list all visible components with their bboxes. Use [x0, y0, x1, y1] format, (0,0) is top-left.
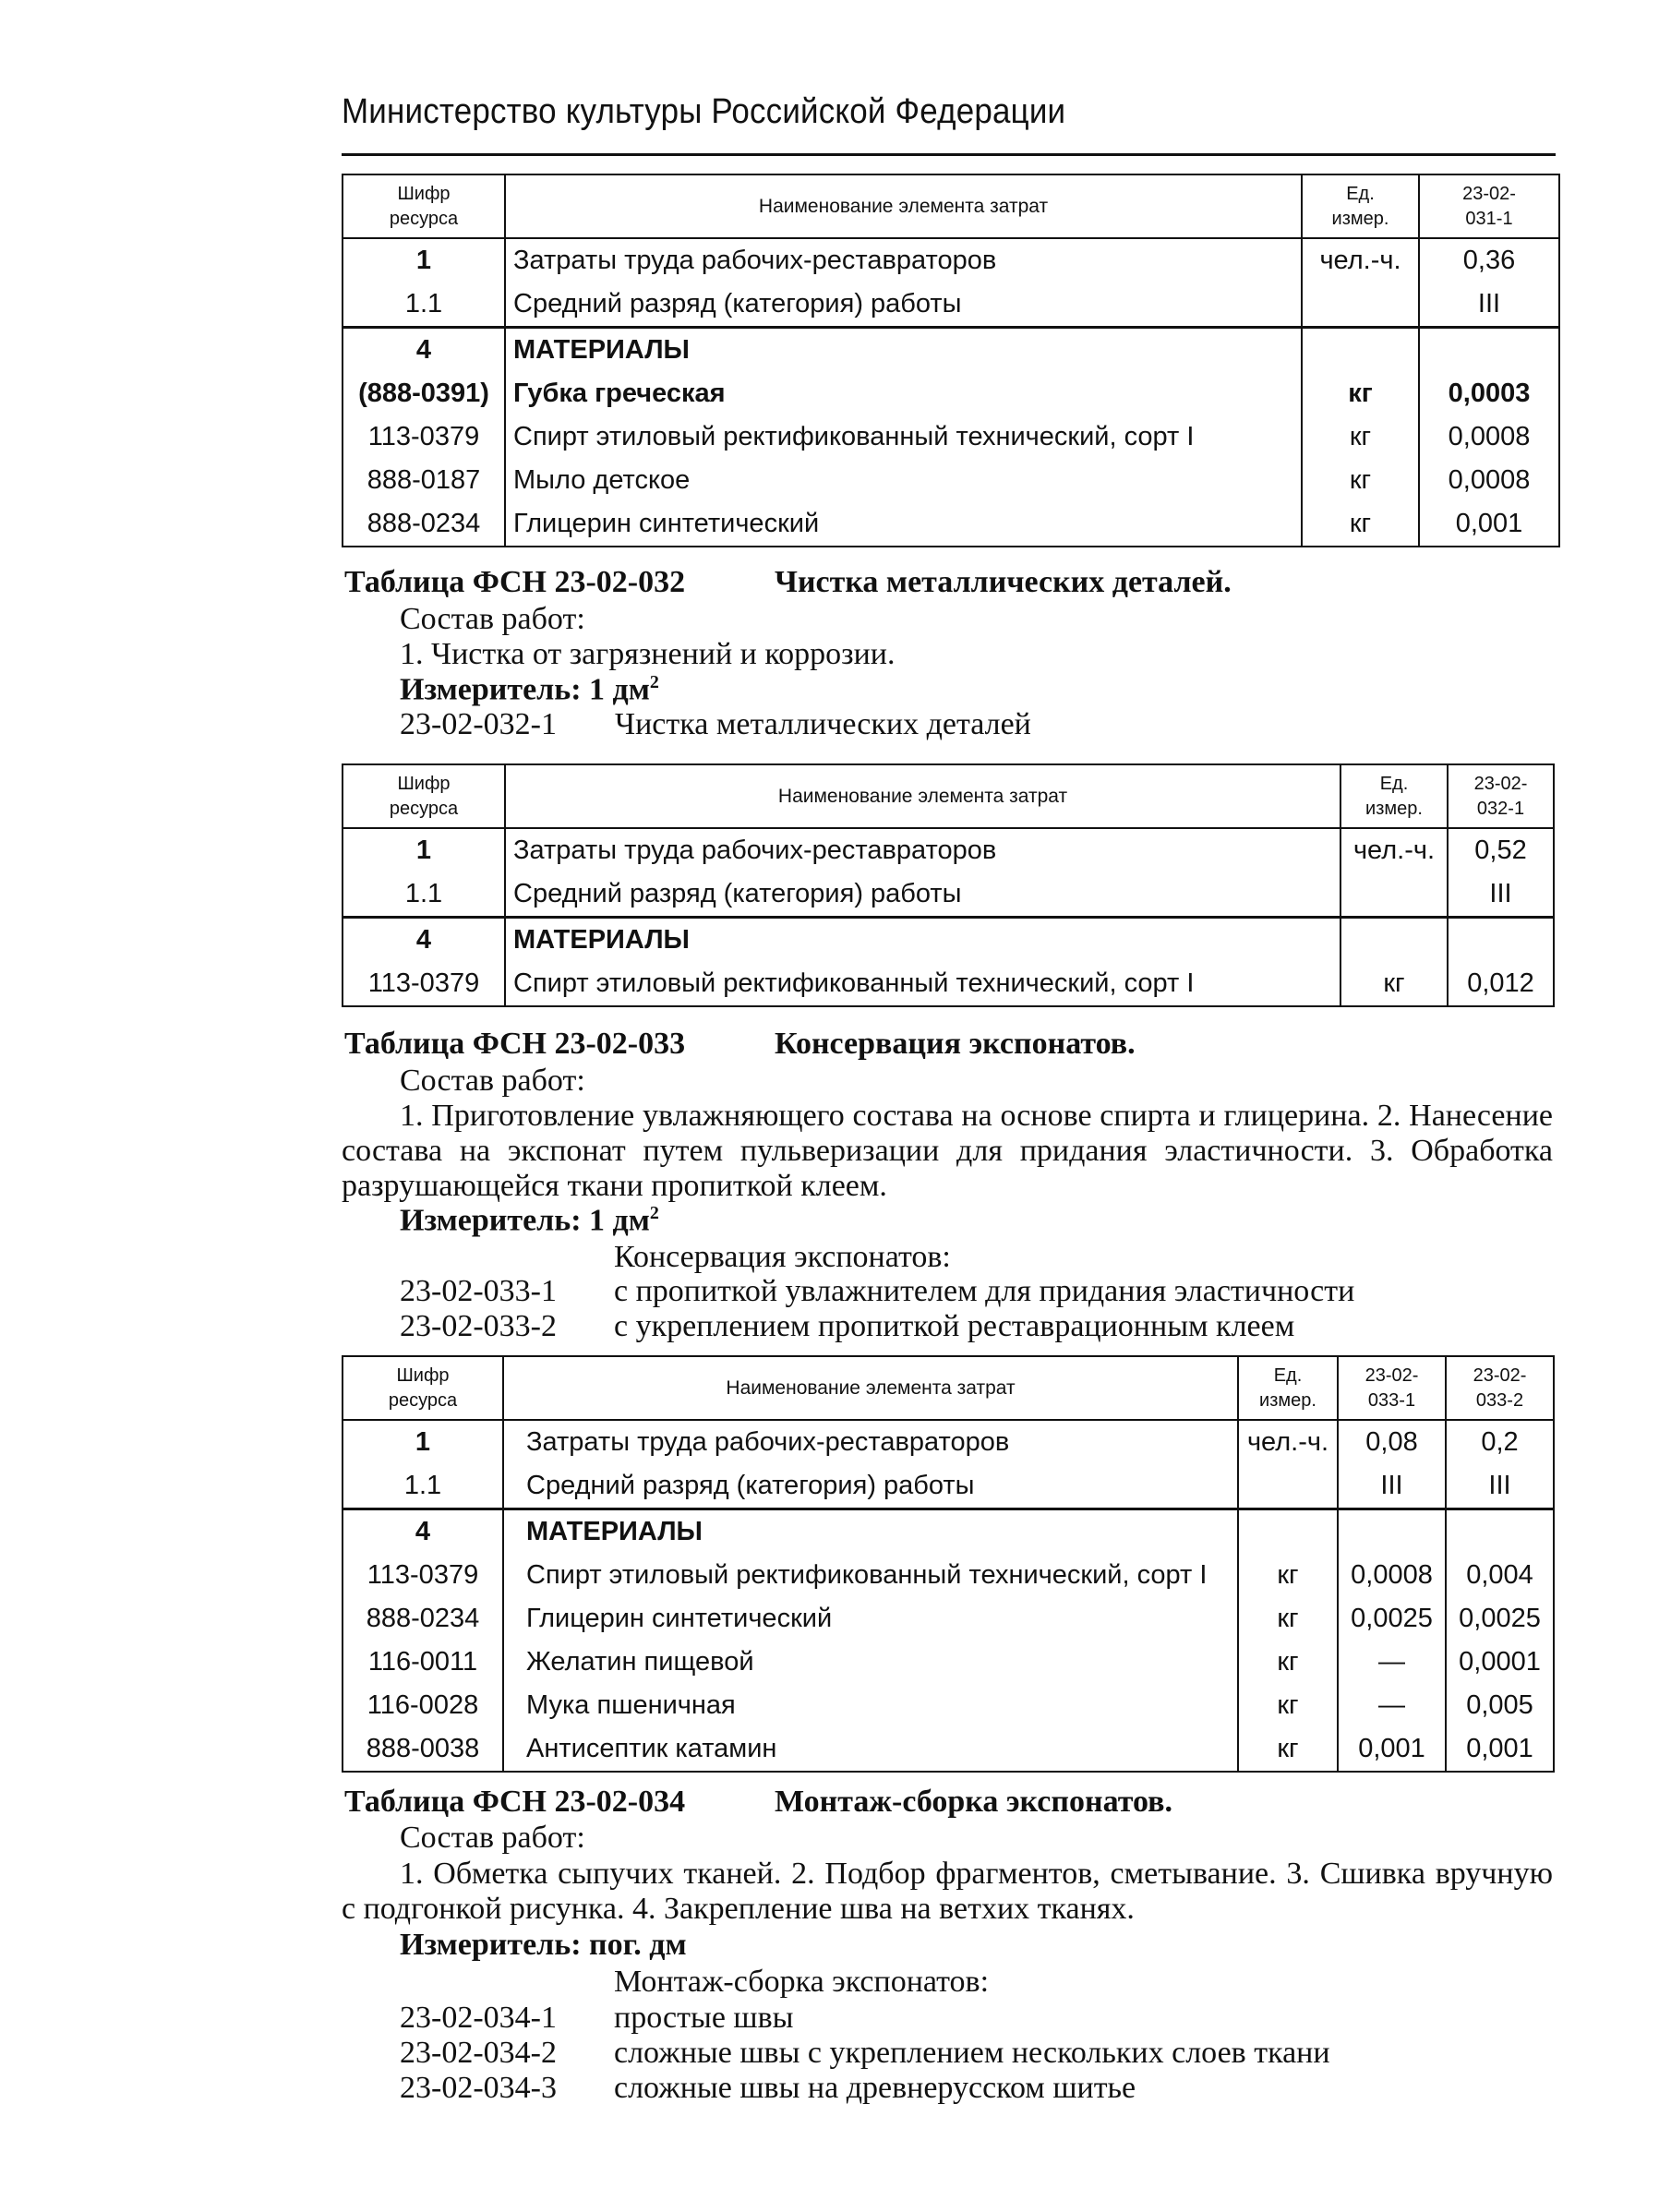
row-name: Спирт этиловый ректификованный технический, сорт I	[505, 962, 1340, 1006]
table-row	[343, 415, 1559, 459]
table-row	[343, 1597, 1554, 1641]
row-value: 0,0008	[1419, 415, 1559, 459]
row-name: МАТЕРИАЛЫ	[505, 918, 1340, 963]
col-code-header: Шифр ресурса	[343, 1356, 503, 1420]
section-title-034	[344, 1785, 1172, 1820]
col-value1-header: 23-02- 033-1	[1338, 1356, 1446, 1420]
row-code: 113-0379	[343, 1554, 503, 1597]
row-code: 116-0028	[343, 1684, 503, 1727]
row-name: Глицерин синтетический	[503, 1597, 1238, 1641]
row-name: Средний разряд (категория) работы	[505, 283, 1302, 328]
row-unit: чел.-ч.	[1238, 1420, 1338, 1464]
row-value: 0,0003	[1419, 372, 1559, 415]
col-name-header: Наименование элемента затрат	[505, 174, 1302, 238]
item-code: 23-02-034-3	[400, 2071, 557, 2105]
table-row	[343, 828, 1554, 872]
row-unit: кг	[1302, 459, 1419, 502]
row-value2: 0,2	[1446, 1420, 1554, 1464]
row-unit: кг	[1302, 415, 1419, 459]
table-name: Чистка металлических деталей.	[775, 565, 1232, 599]
row-value1: 0,08	[1338, 1420, 1446, 1464]
resource-table-032	[342, 763, 1555, 1007]
item-code-line	[400, 2001, 794, 2036]
row-code: 113-0379	[343, 415, 505, 459]
row-name: МАТЕРИАЛЫ	[503, 1509, 1238, 1555]
row-unit	[1238, 1464, 1338, 1509]
row-code: 116-0011	[343, 1641, 503, 1684]
row-unit	[1340, 872, 1448, 918]
row-code: 4	[343, 918, 505, 963]
table-row	[343, 1727, 1554, 1772]
item-code-line	[400, 1309, 1295, 1344]
row-value: III	[1419, 283, 1559, 328]
row-code: 4	[343, 328, 505, 373]
group-title: Консервация экспонатов:	[614, 1240, 951, 1274]
row-unit: кг	[1238, 1727, 1338, 1772]
row-value2	[1446, 1509, 1554, 1555]
table-row	[343, 962, 1554, 1006]
row-value: III	[1448, 872, 1554, 918]
row-code: 1	[343, 828, 505, 872]
row-code: 4	[343, 1509, 503, 1555]
group-title: Монтаж-сборка экспонатов:	[614, 1965, 990, 1999]
item-desc: с пропиткой увлажнителем для придания эластичности	[614, 1274, 1355, 1308]
row-value1: 0,0025	[1338, 1597, 1446, 1641]
col-unit-header: Ед. измер.	[1238, 1356, 1338, 1420]
row-value	[1419, 328, 1559, 373]
table-row	[343, 328, 1559, 373]
item-code: 23-02-032-1	[400, 707, 557, 741]
table-row	[343, 1641, 1554, 1684]
row-value2: 0,0025	[1446, 1597, 1554, 1641]
row-code: 113-0379	[343, 962, 505, 1006]
row-name: Затраты труда рабочих-реставраторов	[503, 1420, 1238, 1464]
row-value: 0,52	[1448, 828, 1554, 872]
row-unit	[1340, 918, 1448, 963]
item-code: 23-02-033-2	[400, 1309, 557, 1343]
row-value: 0,0008	[1419, 459, 1559, 502]
row-value	[1448, 918, 1554, 963]
item-code-line	[400, 1274, 1355, 1309]
row-value1: —	[1338, 1684, 1446, 1727]
row-unit	[1238, 1509, 1338, 1555]
row-unit	[1302, 283, 1419, 328]
row-value: 0,001	[1419, 502, 1559, 547]
row-name: Спирт этиловый ректификованный технический, сорт I	[503, 1554, 1238, 1597]
row-code: 1.1	[343, 283, 505, 328]
col-unit-header: Ед. измер.	[1302, 174, 1419, 238]
row-value1: —	[1338, 1641, 1446, 1684]
header-rule	[342, 153, 1556, 156]
col-value-header: 23-02- 032-1	[1448, 764, 1554, 828]
item-code-line	[400, 2071, 1136, 2106]
row-unit: кг	[1238, 1597, 1338, 1641]
row-code: (888-0391)	[343, 372, 505, 415]
table-row	[343, 372, 1559, 415]
col-code-header: Шифр ресурса	[343, 174, 505, 238]
col-value-header: 23-02- 031-1	[1419, 174, 1559, 238]
table-name: Монтаж-сборка экспонатов.	[775, 1785, 1172, 1819]
table-row	[343, 283, 1559, 328]
table-row	[343, 1554, 1554, 1597]
section-title-032	[344, 565, 1232, 600]
row-unit: чел.-ч.	[1302, 238, 1419, 283]
item-code: 23-02-033-1	[400, 1274, 557, 1308]
table-header-row	[343, 1356, 1554, 1420]
row-unit: кг	[1302, 372, 1419, 415]
resource-table-031	[342, 174, 1560, 547]
col-code-header: Шифр ресурса	[343, 764, 505, 828]
works-text: 1. Приготовление увлажняющего состава на основе спирта и глицерина. 2. Нанесение состава на экспонат путем пульверизации для придания эластичности. 3. Обработка разрушающейся ткани пропиткой клеем.	[342, 1099, 1553, 1203]
works-label: Состав работ:	[400, 1821, 585, 1855]
row-value2: III	[1446, 1464, 1554, 1509]
row-name: Средний разряд (категория) работы	[505, 872, 1340, 918]
table-header-row	[343, 174, 1559, 238]
item-code: 23-02-034-1	[400, 2001, 557, 2035]
row-name: Мука пшеничная	[503, 1684, 1238, 1727]
row-name: Глицерин синтетический	[505, 502, 1302, 547]
works-label: Состав работ:	[400, 1064, 585, 1098]
row-name: Антисептик катамин	[503, 1727, 1238, 1772]
row-unit: кг	[1238, 1641, 1338, 1684]
row-code: 888-0187	[343, 459, 505, 502]
row-name: Затраты труда рабочих-реставраторов	[505, 238, 1302, 283]
col-value2-header: 23-02- 033-2	[1446, 1356, 1554, 1420]
table-row	[343, 872, 1554, 918]
item-code: 23-02-034-2	[400, 2036, 557, 2070]
row-value1: III	[1338, 1464, 1446, 1509]
row-value: 0,36	[1419, 238, 1559, 283]
table-row	[343, 1420, 1554, 1464]
row-value2: 0,005	[1446, 1684, 1554, 1727]
row-code: 888-0038	[343, 1727, 503, 1772]
row-name: МАТЕРИАЛЫ	[505, 328, 1302, 373]
table-row	[343, 918, 1554, 963]
item-desc: простые швы	[614, 2001, 794, 2035]
row-code: 888-0234	[343, 1597, 503, 1641]
row-value2: 0,001	[1446, 1727, 1554, 1772]
row-value2: 0,0001	[1446, 1641, 1554, 1684]
section-title-033	[344, 1027, 1136, 1062]
table-label: Таблица ФСН 23-02-033	[344, 1027, 686, 1061]
table-row	[343, 238, 1559, 283]
table-row	[343, 459, 1559, 502]
item-code-line	[400, 707, 1031, 742]
table-row	[343, 502, 1559, 547]
works-text: 1. Чистка от загрязнений и коррозии.	[400, 637, 896, 671]
item-code-line	[400, 2036, 1330, 2071]
works-label: Состав работ:	[400, 602, 585, 636]
table-row	[343, 1464, 1554, 1509]
table-label: Таблица ФСН 23-02-032	[344, 565, 686, 599]
measure-label: Измеритель: 1 $дм^2$	[400, 1203, 659, 1238]
row-code: 1	[343, 1420, 503, 1464]
row-name: Желатин пищевой	[503, 1641, 1238, 1684]
table-label: Таблица ФСН 23-02-034	[344, 1785, 686, 1819]
row-unit: кг	[1238, 1684, 1338, 1727]
item-desc: с укреплением пропиткой реставрационным клеем	[614, 1309, 1295, 1343]
row-value: 0,012	[1448, 962, 1554, 1006]
row-unit: чел.-ч.	[1340, 828, 1448, 872]
row-unit: кг	[1302, 502, 1419, 547]
measure-label: Измеритель: пог. дм	[400, 1928, 687, 1962]
row-code: 1.1	[343, 872, 505, 918]
page-header: Министерство культуры Российской Федерации	[342, 92, 1066, 131]
row-unit	[1302, 328, 1419, 373]
row-unit: кг	[1238, 1554, 1338, 1597]
table-header-row	[343, 764, 1554, 828]
row-unit: кг	[1340, 962, 1448, 1006]
row-value1: 0,001	[1338, 1727, 1446, 1772]
item-desc: Чистка металлических деталей	[615, 707, 1031, 741]
resource-table-033	[342, 1355, 1555, 1773]
measure-label: Измеритель: 1 $дм^2$	[400, 672, 659, 707]
row-value1: 0,0008	[1338, 1554, 1446, 1597]
item-desc: сложные швы на древнерусском шитье	[614, 2071, 1136, 2105]
item-desc: сложные швы с укреплением нескольких слоев ткани	[614, 2036, 1330, 2070]
works-text: 1. Обметка сыпучих тканей. 2. Подбор фрагментов, сметывание. 3. Сшивка вручную с подгонкой рисунка. 4. Закрепление шва на ветхих тканях.	[342, 1857, 1553, 1926]
row-code: 1.1	[343, 1464, 503, 1509]
row-name: Средний разряд (категория) работы	[503, 1464, 1238, 1509]
col-name-header: Наименование элемента затрат	[503, 1356, 1238, 1420]
row-value1	[1338, 1509, 1446, 1555]
table-row	[343, 1509, 1554, 1555]
row-value2: 0,004	[1446, 1554, 1554, 1597]
row-name: Губка греческая	[505, 372, 1302, 415]
row-name: Мыло детское	[505, 459, 1302, 502]
row-name: Затраты труда рабочих-реставраторов	[505, 828, 1340, 872]
table-name: Консервация экспонатов.	[775, 1027, 1136, 1061]
table-row	[343, 1684, 1554, 1727]
col-unit-header: Ед. измер.	[1340, 764, 1448, 828]
row-code: 888-0234	[343, 502, 505, 547]
col-name-header: Наименование элемента затрат	[505, 764, 1340, 828]
row-name: Спирт этиловый ректификованный технический, сорт I	[505, 415, 1302, 459]
row-code: 1	[343, 238, 505, 283]
